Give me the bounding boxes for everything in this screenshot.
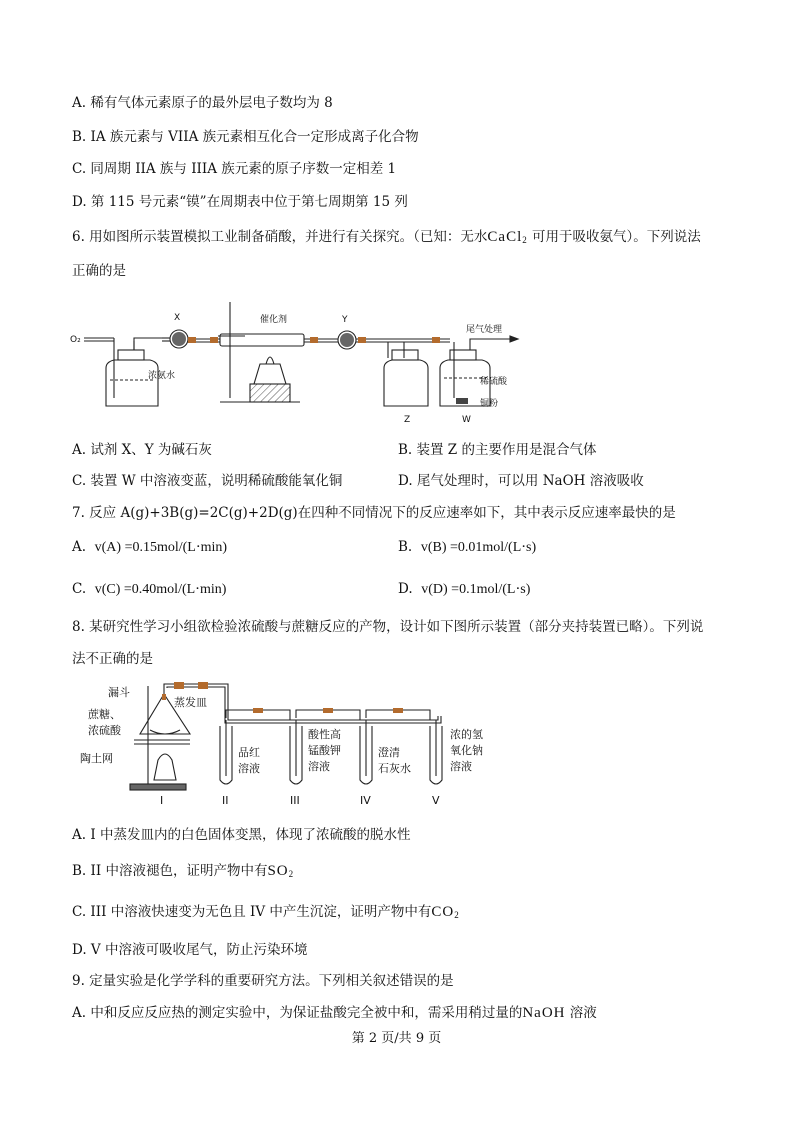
q7-option-c: C. v(C) =0.40mol/(L⋅min) [72, 581, 227, 597]
q6-option-b: B. 装置 Z 的主要作用是混合气体 [398, 442, 597, 458]
q6-stem-text: 6. 用如图所示装置模拟工业制备硝酸，并进行有关探究。（已知：无水 [72, 229, 488, 245]
fig-label-tube4-a: 澄清 [378, 746, 400, 759]
fig-label-tube5-c: 溶液 [450, 760, 472, 773]
q7-option-b: B. v(B) =0.01mol/(L⋅s) [398, 539, 537, 555]
fig-label-o2: O₂ [70, 335, 81, 345]
q8-apparatus-figure [78, 680, 518, 810]
fig-label-iii: III [290, 794, 300, 807]
fig-label-y: Y [342, 315, 348, 325]
q8-option-d: D. V 中溶液可吸收尾气，防止污染环境 [72, 942, 308, 958]
fig-label-tube2-a: 品红 [238, 746, 260, 759]
fig-label-copper: 铜粉 [480, 399, 499, 409]
q7-option-d: D. v(D) =0.1mol/(L⋅s) [398, 581, 531, 597]
q6-cacl2: CaCl$_2$ [487, 229, 528, 245]
fig-label-tail: 尾气处理 [466, 325, 503, 335]
q7-expr-d: v(D) =0.1mol/(L⋅s) [421, 582, 531, 597]
fig-label-funnel: 漏斗 [108, 686, 130, 699]
fig-label-ammonia: 浓氨水 [148, 371, 176, 381]
fig-label-v: V [432, 794, 440, 807]
fig-label-x: X [174, 313, 181, 323]
fig-label-tube3-a: 酸性高 [308, 728, 341, 741]
fig-label-tube2-b: 溶液 [238, 762, 260, 775]
q6-option-d: D. 尾气处理时，可以用 NaOH 溶液吸收 [398, 473, 644, 489]
q7-option-a: A. v(A) =0.15mol/(L⋅min) [72, 539, 228, 555]
q9-naoh: NaOH [522, 1005, 566, 1021]
q7-stem: 7. 反应 A(g)+3B(g)=2C(g)+2D(g)在四种不同情况下的反应速率如下，其中表示反应速率最快的是 [72, 505, 676, 521]
q7-expr-a: v(A) =0.15mol/(L⋅min) [94, 540, 228, 555]
fig-label-i: I [160, 794, 164, 807]
q6-option-c: C. 装置 W 中溶液变蓝，说明稀硫酸能氧化铜 [72, 473, 343, 489]
q8-option-b: B. II 中溶液褪色，证明产物中有$SO_2$ [72, 863, 295, 879]
q8-stem-line1: 8. 某研究性学习小组欲检验浓硫酸与蔗糖反应的产物，设计如下图所示装置（部分夹持装置已略）。下列说 [72, 619, 704, 635]
fig-label-sugar: 蔗糖、 [88, 708, 121, 721]
fig-label-dish: 蒸发皿 [174, 696, 207, 709]
fig-label-tube4-b: 石灰水 [378, 762, 411, 775]
fig-label-iv: IV [360, 794, 371, 807]
fig-label-catalyst: 催化剂 [260, 315, 288, 325]
q6-stem-line1: 6. 用如图所示装置模拟工业制备硝酸，并进行有关探究。（已知：无水CaCl$_2$ 可用于吸收氨气）。下列说法 [72, 229, 701, 245]
fig-label-ii: II [222, 794, 229, 807]
fig-label-tube5-b: 氧化钠 [450, 744, 483, 757]
q8-so2: $SO_2$ [267, 863, 295, 879]
fig-label-gauze: 陶土网 [80, 752, 113, 765]
fig-label-tube3-c: 溶液 [308, 760, 330, 773]
q5-option-c: C. 同周期 IIA 族与 IIIA 族元素的原子序数一定相差 1 [72, 161, 397, 177]
q8-stem-line2: 法不正确的是 [72, 651, 153, 667]
q5-option-a: A. 稀有气体元素原子的最外层电子数均为 8 [72, 95, 333, 111]
q9-option-a: A. 中和反应反应热的测定实验中，为保证盐酸完全被中和，需采用稍过量的NaOH 溶液 [72, 1005, 597, 1021]
q6-option-a: A. 试剂 X、Y 为碱石灰 [72, 442, 212, 458]
q9-stem: 9. 定量实验是化学学科的重要研究方法。下列相关叙述错误的是 [72, 973, 454, 989]
fig-label-tube3-b: 锰酸钾 [308, 744, 341, 757]
q8-option-c: C. III 中溶液快速变为无色且 IV 中产生沉淀，证明产物中有$CO_2$ [72, 904, 460, 920]
q7-expr-b: v(B) =0.01mol/(L⋅s) [420, 540, 537, 555]
q8-option-a: A. I 中蒸发皿内的白色固体变黑，体现了浓硫酸的脱水性 [72, 827, 411, 843]
q5-option-d: D. 第 115 号元素“镆”在周期表中位于第七周期第 15 列 [72, 194, 408, 210]
fig-label-dilute-acid: 稀硫酸 [480, 377, 508, 387]
fig-label-z: Z [404, 415, 411, 425]
q8-co2: $CO_2$ [431, 904, 460, 920]
q7-expr-c: v(C) =0.40mol/(L⋅min) [94, 582, 227, 597]
fig-label-w: W [462, 415, 471, 425]
q5-option-b: B. IA 族元素与 VIIA 族元素相互化合一定形成离子化合物 [72, 129, 419, 145]
q6-stem-line2: 正确的是 [72, 263, 126, 279]
page-footer: 第 2 页/共 9 页 [351, 1031, 442, 1046]
q6-apparatus-figure [70, 288, 530, 428]
fig-label-tube5-a: 浓的氢 [450, 728, 483, 741]
fig-label-conc-acid: 浓硫酸 [88, 724, 121, 737]
